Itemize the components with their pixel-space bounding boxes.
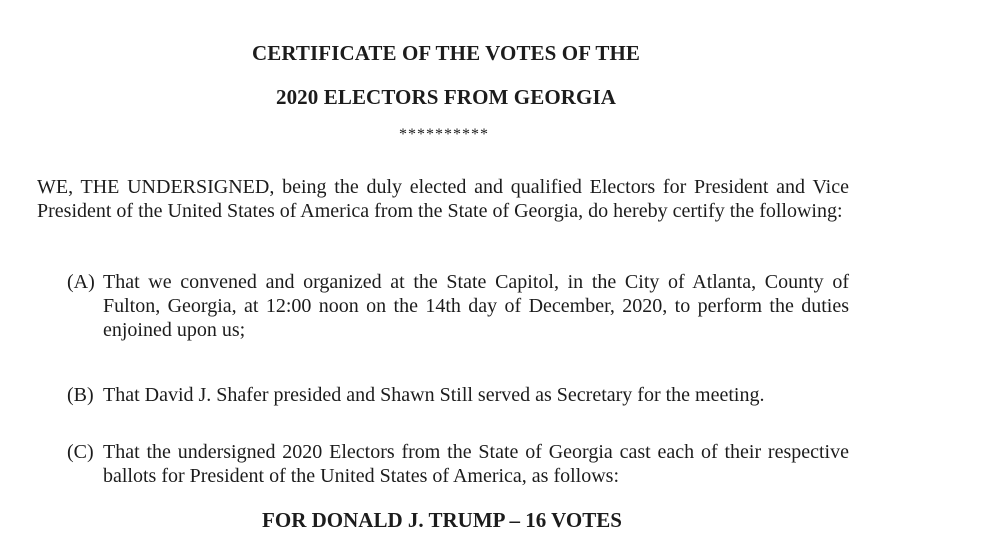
list-item-c — [67, 440, 849, 488]
list-item-marker: (B) — [67, 384, 94, 406]
list-item-text: That the undersigned 2020 Electors from the State of Georgia cast each of their respective ballots for President of the United States of America, as follows: — [103, 441, 849, 487]
intro-paragraph: WE, THE UNDERSIGNED, being the duly elected and qualified Electors for President and Vice President of the United States of America from the State of Georgia, do hereby certify the following: — [37, 176, 849, 222]
list-item-a — [67, 270, 849, 342]
list-item-marker: (C) — [67, 441, 94, 463]
list-item-text: That David J. Shafer presided and Shawn Still served as Secretary for the meeting. — [103, 384, 765, 406]
separator-asterisks: ********** — [399, 126, 489, 143]
vote-count-line: FOR DONALD J. TRUMP – 16 VOTES — [262, 508, 622, 532]
list-item-text: That we convened and organized at the State Capitol, in the City of Atlanta, County of Fulton, Georgia, at 12:00 noon on the 14th day of December, 2020, to perform the duties enjoined upon us; — [103, 271, 849, 341]
list-item-b — [67, 383, 849, 407]
certificate-title-line-1: CERTIFICATE OF THE VOTES OF THE — [251, 41, 640, 65]
list-item-marker: (A) — [67, 271, 95, 293]
certificate-title-line-2: 2020 ELECTORS FROM GEORGIA — [275, 85, 616, 109]
